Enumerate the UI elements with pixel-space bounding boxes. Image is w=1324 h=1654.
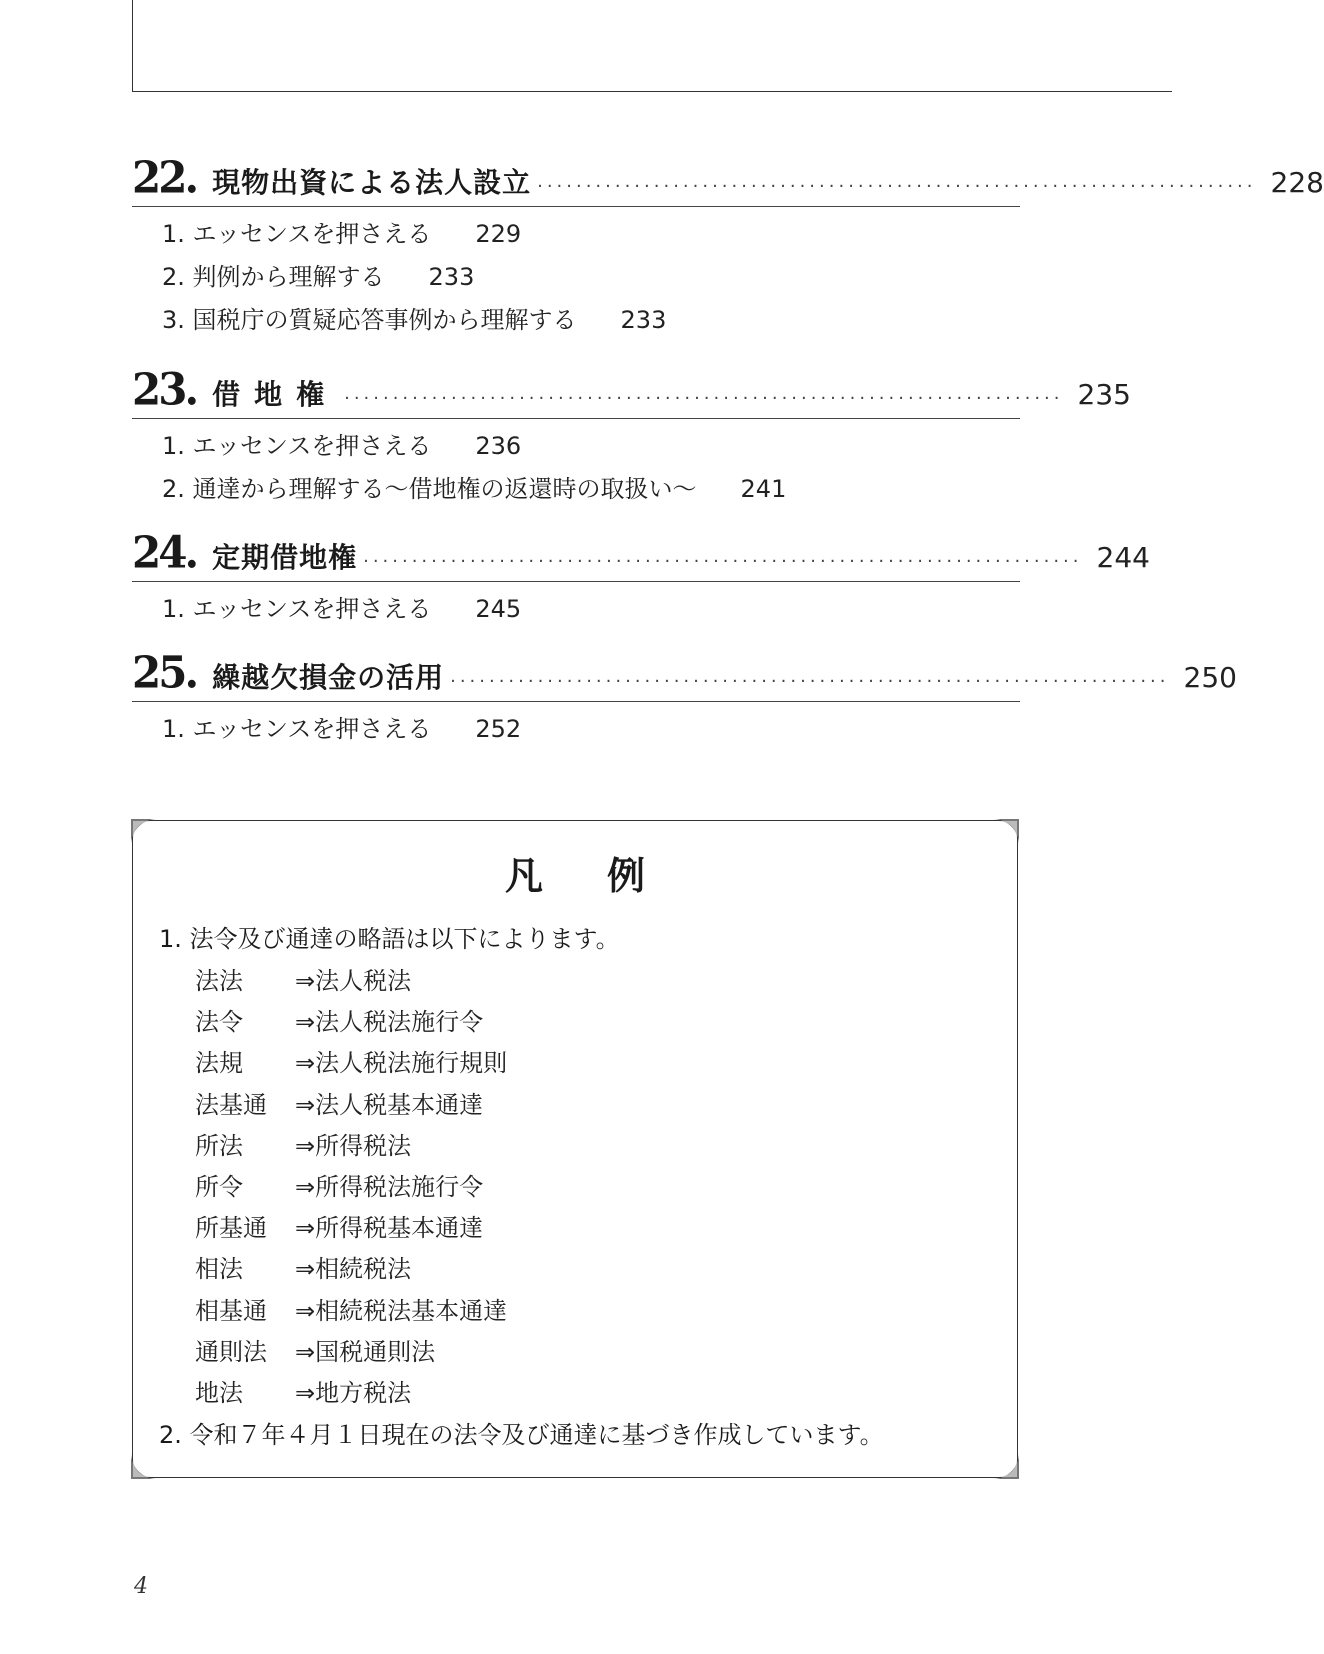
abbreviation: 所基通 xyxy=(195,1214,267,1243)
chapter-heading[interactable] xyxy=(132,150,1324,207)
abbreviation: 所法 xyxy=(195,1131,243,1160)
section-page: 233 xyxy=(620,306,667,334)
abbreviation: 法基通 xyxy=(195,1090,267,1119)
abbreviation: 法規 xyxy=(195,1049,243,1078)
section-label: 1. エッセンスを押さえる xyxy=(162,220,432,248)
abbreviation: 法法 xyxy=(195,967,243,995)
corner-ornament-icon xyxy=(131,819,157,845)
abbreviation-row xyxy=(195,1167,507,1208)
section-label: 2. 通達から理解する～借地権の返還時の取扱い～ xyxy=(162,475,697,503)
page-number: 4 xyxy=(134,1574,148,1599)
abbreviation: 法令 xyxy=(195,1008,243,1037)
section-list xyxy=(132,207,1020,342)
abbreviation-meaning: ⇒所得税基本通達 xyxy=(295,1214,484,1243)
toc-section[interactable] xyxy=(162,213,1020,256)
header-frame xyxy=(132,0,1172,92)
legend-title: 凡例 xyxy=(504,854,709,898)
section-page: 233 xyxy=(428,263,475,291)
abbreviation-meaning: ⇒相続税法基本通達 xyxy=(295,1296,508,1325)
toc-section[interactable] xyxy=(162,708,1020,751)
abbreviation-meaning: ⇒地方税法 xyxy=(295,1378,412,1407)
toc-section[interactable] xyxy=(162,299,1020,342)
toc-section[interactable] xyxy=(162,588,1020,631)
toc-section[interactable] xyxy=(162,468,1020,511)
section-label: 1. エッセンスを押さえる xyxy=(162,715,432,743)
abbreviation-row xyxy=(195,1249,507,1290)
toc-section[interactable] xyxy=(162,425,1020,468)
chapter-number: 24. xyxy=(132,526,197,579)
chapter-heading[interactable] xyxy=(132,362,1131,419)
abbreviation-meaning: ⇒国税通則法 xyxy=(295,1337,436,1366)
chapter-title: 借地権 xyxy=(212,378,339,411)
abbreviation: 地法 xyxy=(195,1378,243,1407)
abbreviation-meaning: ⇒所得税法施行令 xyxy=(295,1172,484,1201)
dot-leader: ·········································································· xyxy=(363,551,1083,572)
toc-section[interactable] xyxy=(162,256,1020,299)
chapter-heading[interactable] xyxy=(132,645,1237,702)
abbreviation-row xyxy=(195,961,507,1002)
chapter-title: 現物出資による法人設立 xyxy=(212,166,532,199)
chapter-number: 25. xyxy=(132,646,197,699)
abbreviation-meaning: ⇒法人税法施行規則 xyxy=(295,1049,508,1078)
chapter-number: 22. xyxy=(132,151,197,204)
section-list xyxy=(132,582,1020,631)
abbreviation-row xyxy=(195,1208,507,1249)
chapter-title: 繰越欠損金の活用 xyxy=(212,661,445,694)
chapter-heading[interactable] xyxy=(132,525,1150,582)
section-list xyxy=(132,702,1020,751)
section-label: 2. 判例から理解する xyxy=(162,263,385,291)
abbreviation: 相基通 xyxy=(195,1296,267,1325)
section-list xyxy=(132,419,1020,511)
abbreviation-row xyxy=(195,1043,507,1084)
abbreviation: 所令 xyxy=(195,1172,243,1201)
toc-chapter-25 xyxy=(132,645,1237,751)
chapter-number: 23. xyxy=(132,363,197,416)
section-label: 3. 国税庁の質疑応答事例から理解する xyxy=(162,306,577,334)
chapter-page: 250 xyxy=(1183,661,1237,694)
dot-leader: ·········································································· xyxy=(344,388,1064,409)
abbreviation-list xyxy=(195,961,507,1414)
abbreviation-row xyxy=(195,1332,507,1373)
abbreviation: 相法 xyxy=(195,1255,243,1284)
abbreviation-meaning: ⇒法人税法 xyxy=(295,967,412,995)
chapter-page: 235 xyxy=(1077,378,1131,411)
section-page: 245 xyxy=(475,595,522,623)
abbreviation-meaning: ⇒法人税基本通達 xyxy=(295,1090,484,1119)
chapter-page: 228 xyxy=(1270,166,1324,199)
section-page: 236 xyxy=(475,432,522,460)
abbreviation-meaning: ⇒相続税法 xyxy=(295,1255,412,1284)
corner-ornament-icon xyxy=(993,819,1019,845)
toc-chapter-22 xyxy=(132,150,1324,342)
corner-ornament-icon xyxy=(993,1453,1019,1479)
toc-chapter-24 xyxy=(132,525,1150,631)
abbreviation-row xyxy=(195,1085,507,1126)
section-page: 229 xyxy=(475,220,522,248)
abbreviation-row xyxy=(195,1291,507,1332)
abbreviation-row xyxy=(195,1126,507,1167)
abbreviation-meaning: ⇒所得税法 xyxy=(295,1131,412,1160)
section-page: 241 xyxy=(740,475,787,503)
abbreviation: 通則法 xyxy=(195,1337,267,1366)
abbreviation-meaning: ⇒法人税法施行令 xyxy=(295,1008,484,1037)
section-label: 1. エッセンスを押さえる xyxy=(162,595,432,623)
legend-item-date-basis: 2. 令和７年４月１日現在の法令及び通達に基づき作成しています。 xyxy=(159,1421,884,1449)
corner-ornament-icon xyxy=(131,1453,157,1479)
chapter-title: 定期借地権 xyxy=(212,541,358,574)
abbreviation-row xyxy=(195,1373,507,1414)
section-page: 252 xyxy=(475,715,522,743)
abbreviation-row xyxy=(195,1002,507,1043)
toc-chapter-23 xyxy=(132,362,1131,511)
dot-leader: ·········································································· xyxy=(537,176,1257,197)
legend-item-abbreviations: 1. 法令及び通達の略語は以下によります。 xyxy=(159,925,620,953)
legend-box xyxy=(132,820,1018,1478)
chapter-page: 244 xyxy=(1096,541,1150,574)
dot-leader: ·········································································· xyxy=(450,671,1170,692)
table-of-contents xyxy=(132,150,1324,751)
section-label: 1. エッセンスを押さえる xyxy=(162,432,432,460)
